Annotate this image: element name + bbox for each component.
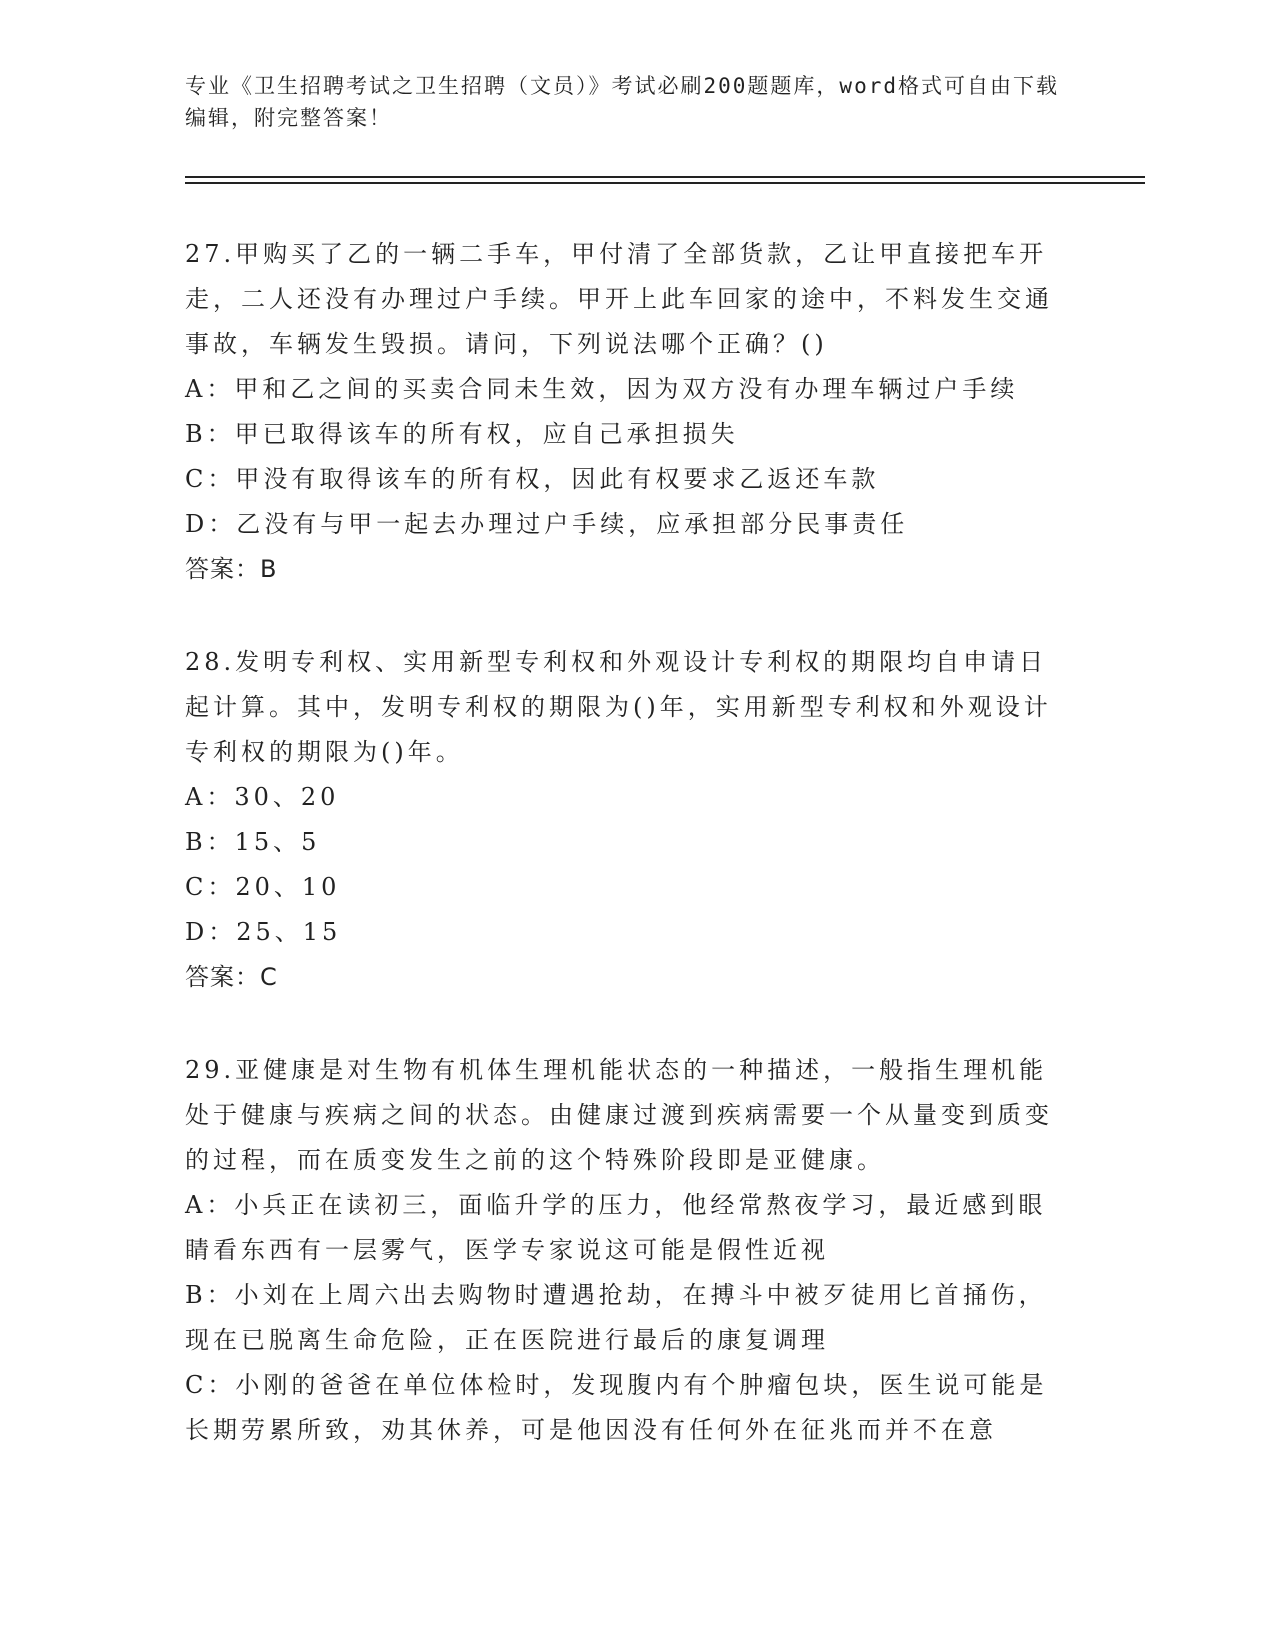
- question-29: [185, 1048, 1065, 1453]
- answer: 答案：C: [185, 963, 278, 991]
- answer: 答案：B: [185, 555, 278, 583]
- option-b: B：小刘在上周六出去购物时遭遇抢劫，在搏斗中被歹徒用匕首捅伤，现在已脱离生命危险，正在医院进行最后的康复调理: [185, 1281, 1047, 1354]
- header-divider-top: [185, 176, 1145, 178]
- option-a: A：甲和乙之间的买卖合同未生效，因为双方没有办理车辆过户手续: [185, 375, 1019, 403]
- option-a: A：30、20: [185, 783, 340, 811]
- question-stem: 28.发明专利权、实用新型专利权和外观设计专利权的期限均自申请日起计算。其中，发明专利权的期限为()年，实用新型专利权和外观设计专利权的期限为()年。: [185, 648, 1052, 766]
- option-b: B：甲已取得该车的所有权，应自己承担损失: [185, 420, 739, 448]
- option-d: D：乙没有与甲一起去办理过户手续，应承担部分民事责任: [185, 510, 909, 538]
- header-divider-bottom: [185, 182, 1145, 184]
- document-header: 专业《卫生招聘考试之卫生招聘（文员）》考试必刷200题题库，word格式可自由下载编辑，附完整答案！: [185, 74, 1059, 130]
- question-stem: 27.甲购买了乙的一辆二手车，甲付清了全部货款，乙让甲直接把车开走，二人还没有办理过户手续。甲开上此车回家的途中，不料发生交通事故，车辆发生毁损。请问，下列说法哪个正确？(): [185, 240, 1053, 358]
- option-a: A：小兵正在读初三，面临升学的压力，他经常熬夜学习，最近感到眼睛看东西有一层雾气，医学专家说这可能是假性近视: [185, 1191, 1047, 1264]
- option-c: C：20、10: [185, 873, 341, 901]
- question-28: [185, 640, 1065, 1000]
- option-c: C：甲没有取得该车的所有权，因此有权要求乙返还车款: [185, 465, 880, 493]
- option-d: D：25、15: [185, 918, 342, 946]
- question-stem: 29.亚健康是对生物有机体生理机能状态的一种描述，一般指生理机能处于健康与疾病之间的状态。由健康过渡到疾病需要一个从量变到质变的过程，而在质变发生之前的这个特殊阶段即是亚健康。: [185, 1056, 1053, 1174]
- option-b: B：15、5: [185, 828, 321, 856]
- option-c: C：小刚的爸爸在单位体检时，发现腹内有个肿瘤包块，医生说可能是长期劳累所致，劝其休养，可是他因没有任何外在征兆而并不在意: [185, 1371, 1048, 1444]
- question-27: [185, 232, 1065, 592]
